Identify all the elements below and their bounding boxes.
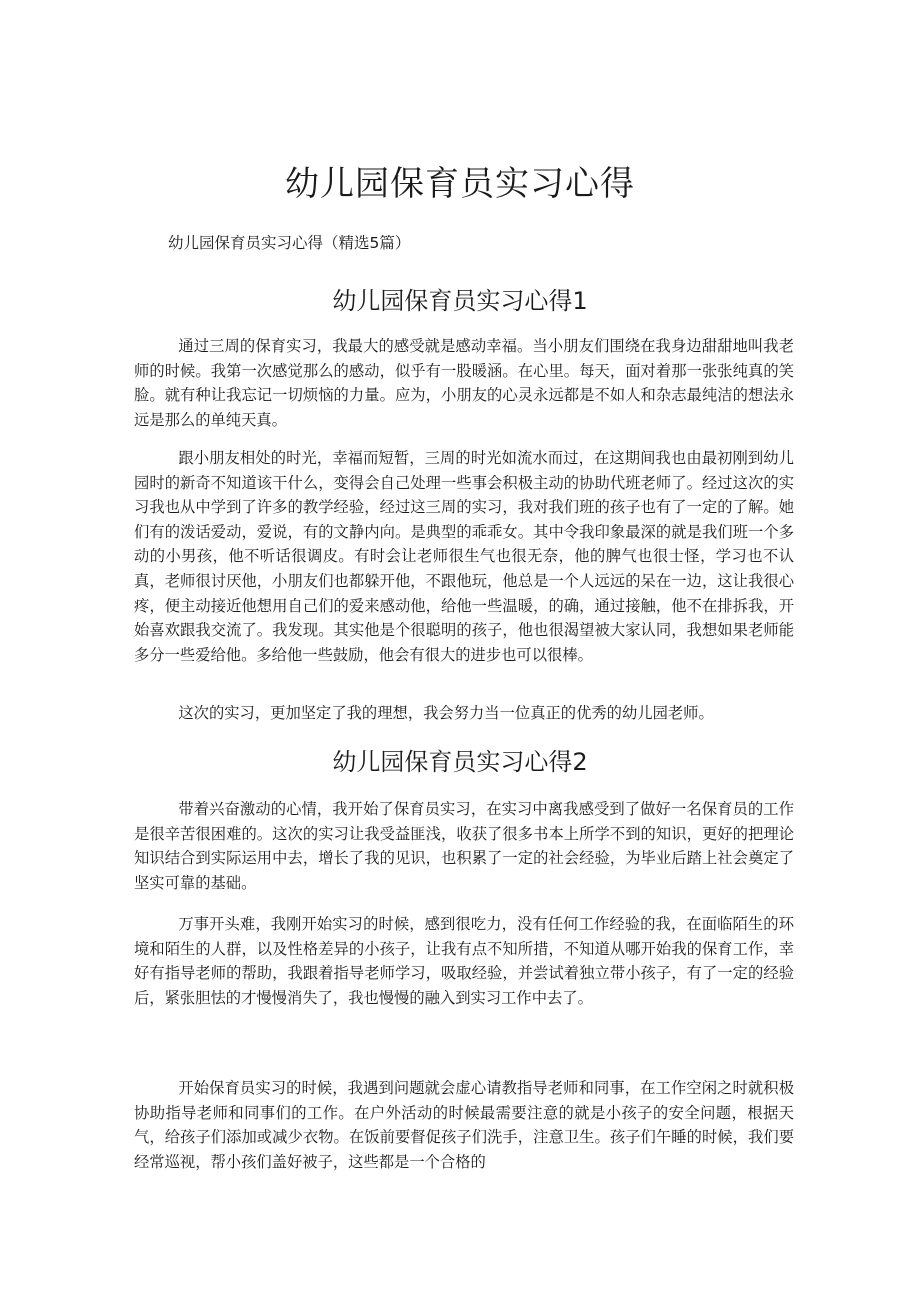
section-heading-1: 幼儿园保育员实习心得1 xyxy=(332,287,588,315)
section-1-paragraph-1: 通过三周的保育实习，我最大的感受就是感动幸福。当小朋友们围绕在我身边甜甜地叫我老师的时候。我第一次感觉那么的感动，似乎有一股暖涵。在心里。每天，面对着那一张张纯真的笑脸。就有种让我忘记一切烦恼的力量。应为，小朋友的心灵永远都是不如人和杂志最纯洁的想法永远是那么的单纯天真。 xyxy=(134,337,794,429)
document-title: 幼儿园保育员实习心得 xyxy=(285,164,635,204)
section-2-paragraph-1: 带着兴奋激动的心情，我开始了保育员实习，在实习中离我感受到了做好一名保育员的工作是很辛苦很困难的。这次的实习让我受益匪浅，收获了很多书本上所学不到的知识，更好的把理论知识结合到实际运用中去，增长了我的见识，也积累了一定的社会经验，为毕业后踏上社会奠定了坚实可靠的基础。 xyxy=(134,800,794,892)
section-2-paragraph-3: 开始保育员实习的时候，我遇到问题就会虚心请教指导老师和同事，在工作空闲之时就积极协助指导老师和同事们的工作。在户外活动的时候最需要注意的就是小孩子的安全问题，根据天气，给孩子们添加或减少衣物。在饭前要督促孩子们洗手，注意卫生。孩子们午睡的时候，我们要经常巡视，帮小孩们盖好被子，这些都是一个合格的 xyxy=(134,1079,794,1171)
section-heading-2: 幼儿园保育员实习心得2 xyxy=(332,748,588,776)
section-2-paragraph-2: 万事开头难，我刚开始实习的时候，感到很吃力，没有任何工作经验的我，在面临陌生的环境和陌生的人群，以及性格差异的小孩子，让我有点不知所措，不知道从哪开始我的保育工作，幸好有指导老师的帮助，我跟着指导老师学习，吸取经验，并尝试着独立带小孩子，有了一定的经验后，紧张胆怯的才慢慢消失了，我也慢慢的融入到实习工作中去了。 xyxy=(134,915,794,1007)
document-subtitle: 幼儿园保育员实习心得（精选5篇） xyxy=(168,234,411,252)
section-1-paragraph-3: 这次的实习，更加坚定了我的理想，我会努力当一位真正的优秀的幼儿园老师。 xyxy=(178,704,714,722)
section-1-paragraph-2: 跟小朋友相处的时光，幸福而短暂，三周的时光如流水而过，在这期间我也由最初刚到幼儿园时的新奇不知道该干什么，变得会自己处理一些事会积极主动的协助代班老师了。经过这次的实习我也从中学到了许多的教学经验，经过这三周的实习，我对我们班的孩子也有了一定的了解。她们有的泼话爱动，爱说，有的文静内向。是典型的乖乖女。其中令我印象最深的就是我们班一个多动的小男孩，他不听话很调皮。有时会让老师很生气也很无奈，他的脾气也很士怪，学习也不认真，老师很讨厌他，小朋友们也都躲开他，不跟他玩，他总是一个人远远的呆在一边，这让我很心疼，便主动接近他想用自己们的爱来感动他，给他一些温暖，的确，通过接触，他不在排拆我，开始喜欢跟我交流了。我发现。其实他是个很聪明的孩子，他也很渴望被大家认同，我想如果老师能多分一些爱给他。多给他一些鼓励，他会有很大的进步也可以很棒。 xyxy=(134,449,794,664)
